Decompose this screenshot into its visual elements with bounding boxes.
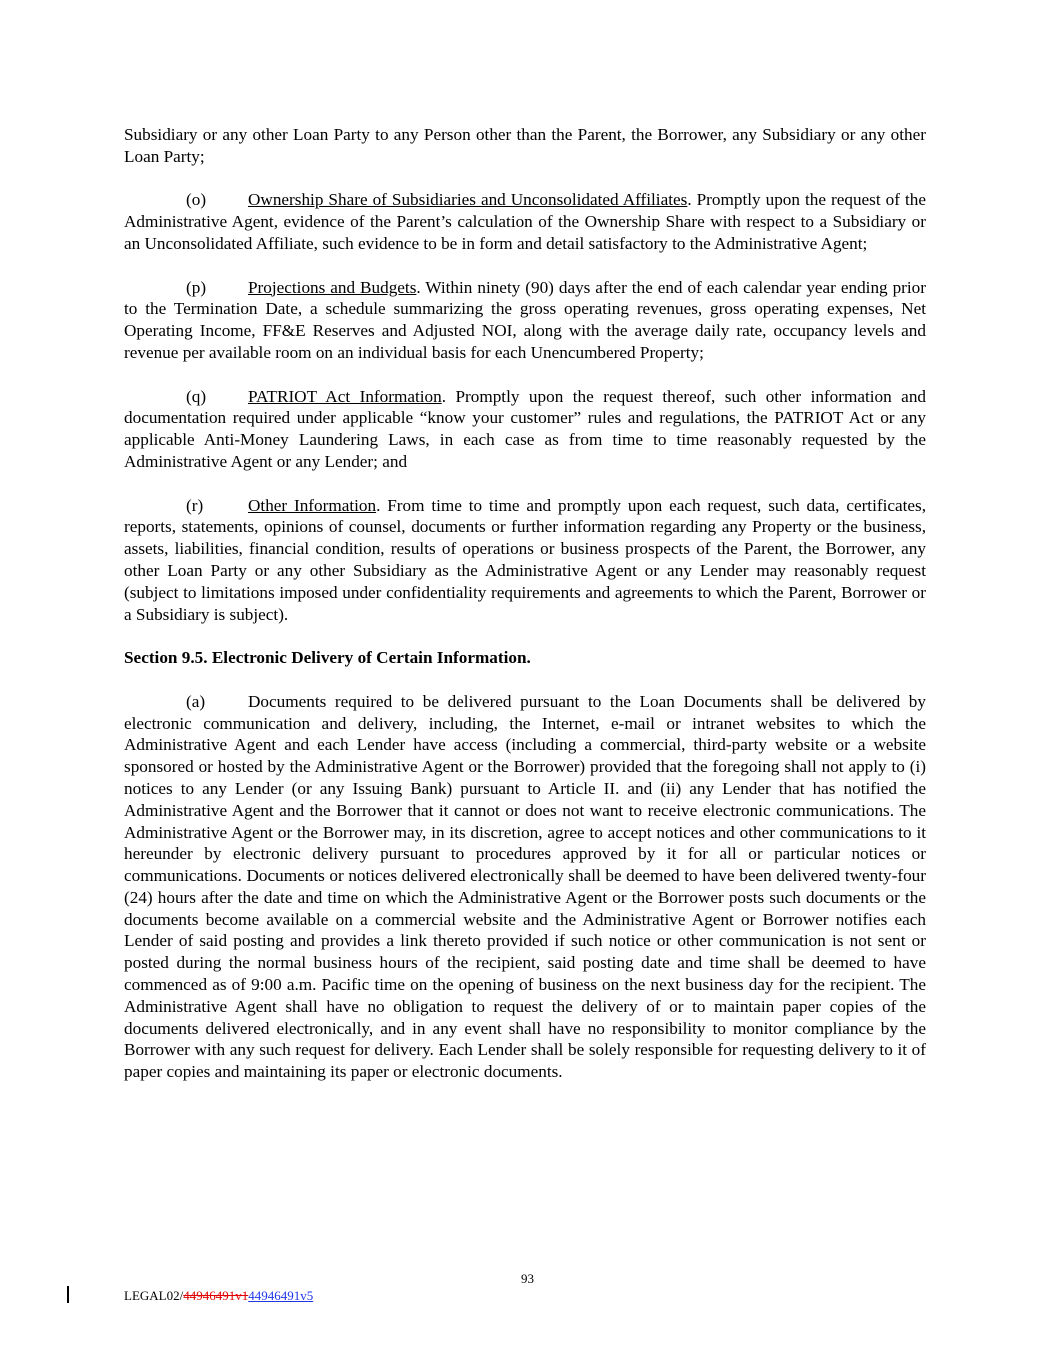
doc-id-prefix: LEGAL02/ bbox=[124, 1288, 184, 1303]
clause-p-title: Projections and Budgets bbox=[248, 277, 417, 297]
clause-q-title: PATRIOT Act Information bbox=[248, 386, 442, 406]
page-number: 93 bbox=[521, 1271, 534, 1286]
clause-q-marker: (q) bbox=[186, 386, 207, 406]
clause-r-body: . From time to time and promptly upon each request, such data, certificates, reports, statements, opinions of counsel, documents or further information regarding any Property or the business, assets, liabilities, financial condition, results of operations or business prospects of the Parent, the Borrower, any other Loan Party or any other Subsidiary as the Administrative Agent or any Lender may reasonably request (subject to limitations imposed under confidentiality requirements and agreements to which the Parent, Borrower or a Subsidiary is subject). bbox=[124, 495, 926, 624]
doc-id-inserted: 44946491v5 bbox=[248, 1288, 314, 1303]
doc-id-deleted: 44946491v1 bbox=[183, 1288, 249, 1303]
revision-bar bbox=[67, 1286, 69, 1303]
document-id bbox=[124, 1288, 313, 1304]
clause-o-title: Ownership Share of Subsidiaries and Unconsolidated Affiliates bbox=[248, 190, 688, 210]
section-clause-a-marker: (a) bbox=[186, 691, 206, 711]
clause-o bbox=[124, 189, 926, 254]
clause-o-body: . Promptly upon the request of the Administrative Agent, evidence of the Parent’s calculation of the Ownership Share with respect to a Subsidiary or an Unconsolidated Affiliate, such evidence to be in form and detail satisfactory to the Administrative Agent; bbox=[124, 190, 926, 253]
continuation-text: Subsidiary or any other Loan Party to any Person other than the Parent, the Borrower, any Subsidiary or any other Loan Party; bbox=[124, 125, 926, 166]
clause-r-marker: (r) bbox=[186, 495, 204, 515]
clause-q-body: . Promptly upon the request thereof, such other information and documentation required under applicable “know your customer” rules and regulations, the PATRIOT Act or any applicable Anti-Money Laundering Laws, in each case as from time to time reasonably requested by the Administrative Agent or any Lender; and bbox=[124, 386, 927, 471]
document-body bbox=[124, 124, 926, 1083]
section-clause-a-body: Documents required to be delivered pursuant to the Loan Documents shall be delivered by electronic communication and delivery, including, the Internet, e-mail or intranet websites to which the Administrative Agent and each Lender have access (including a commercial, third-party website or a website sponsored or hosted by the Administrative Agent or the Borrower) provided that the foregoing shall not apply to (i) notices to any Lender (or any Issuing Bank) pursuant to Article II. and (ii) any Lender that has notified the Administrative Agent and the Borrower that it cannot or does not want to receive electronic communications. The Administrative Agent or the Borrower may, in its discretion, agree to accept notices and other communications to it hereunder by electronic delivery pursuant to procedures approved by it for all or particular notices or communications. Documents or notices delivered electronically shall be deemed to have been delivered twenty-four (24) hours after the date and time on which the Administrative Agent or the Borrower posts such documents or the documents become available on a commercial website and the Administrative Agent or Borrower notifies each Lender of said posting and provides a link thereto provided if such notice or other communication is not sent or posted during the normal business hours of the recipient, said posting date and time shall be deemed to have commenced as of 9:00 a.m. Pacific time on the opening of business on the next business day for the recipient. The Administrative Agent shall have no obligation to request the delivery of or to maintain paper copies of the documents delivered electronically, and in any event shall have no responsibility to monitor compliance by the Borrower with any such request for delivery. Each Lender shall be solely responsible for requesting delivery to it of paper copies and maintaining its paper or electronic documents. bbox=[124, 691, 926, 1082]
clause-r bbox=[124, 495, 926, 626]
clause-p bbox=[124, 277, 926, 364]
clause-q bbox=[124, 386, 926, 473]
clause-o-marker: (o) bbox=[186, 190, 207, 210]
clause-r-title: Other Information bbox=[248, 495, 377, 515]
continuation-paragraph bbox=[124, 124, 926, 168]
section-heading: Section 9.5. Electronic Delivery of Certain Information. bbox=[124, 648, 531, 668]
section-clause-a bbox=[124, 691, 926, 1083]
clause-p-body: . Within ninety (90) days after the end of each calendar year ending prior to the Termination Date, a schedule summarizing the gross operating revenues, gross operating expenses, Net Operating Income, FF&E Reserves and Adjusted NOI, along with the average daily rate, occupancy levels and revenue per available room on an individual basis for each Unencumbered Property; bbox=[124, 277, 926, 362]
clause-p-marker: (p) bbox=[186, 277, 207, 297]
